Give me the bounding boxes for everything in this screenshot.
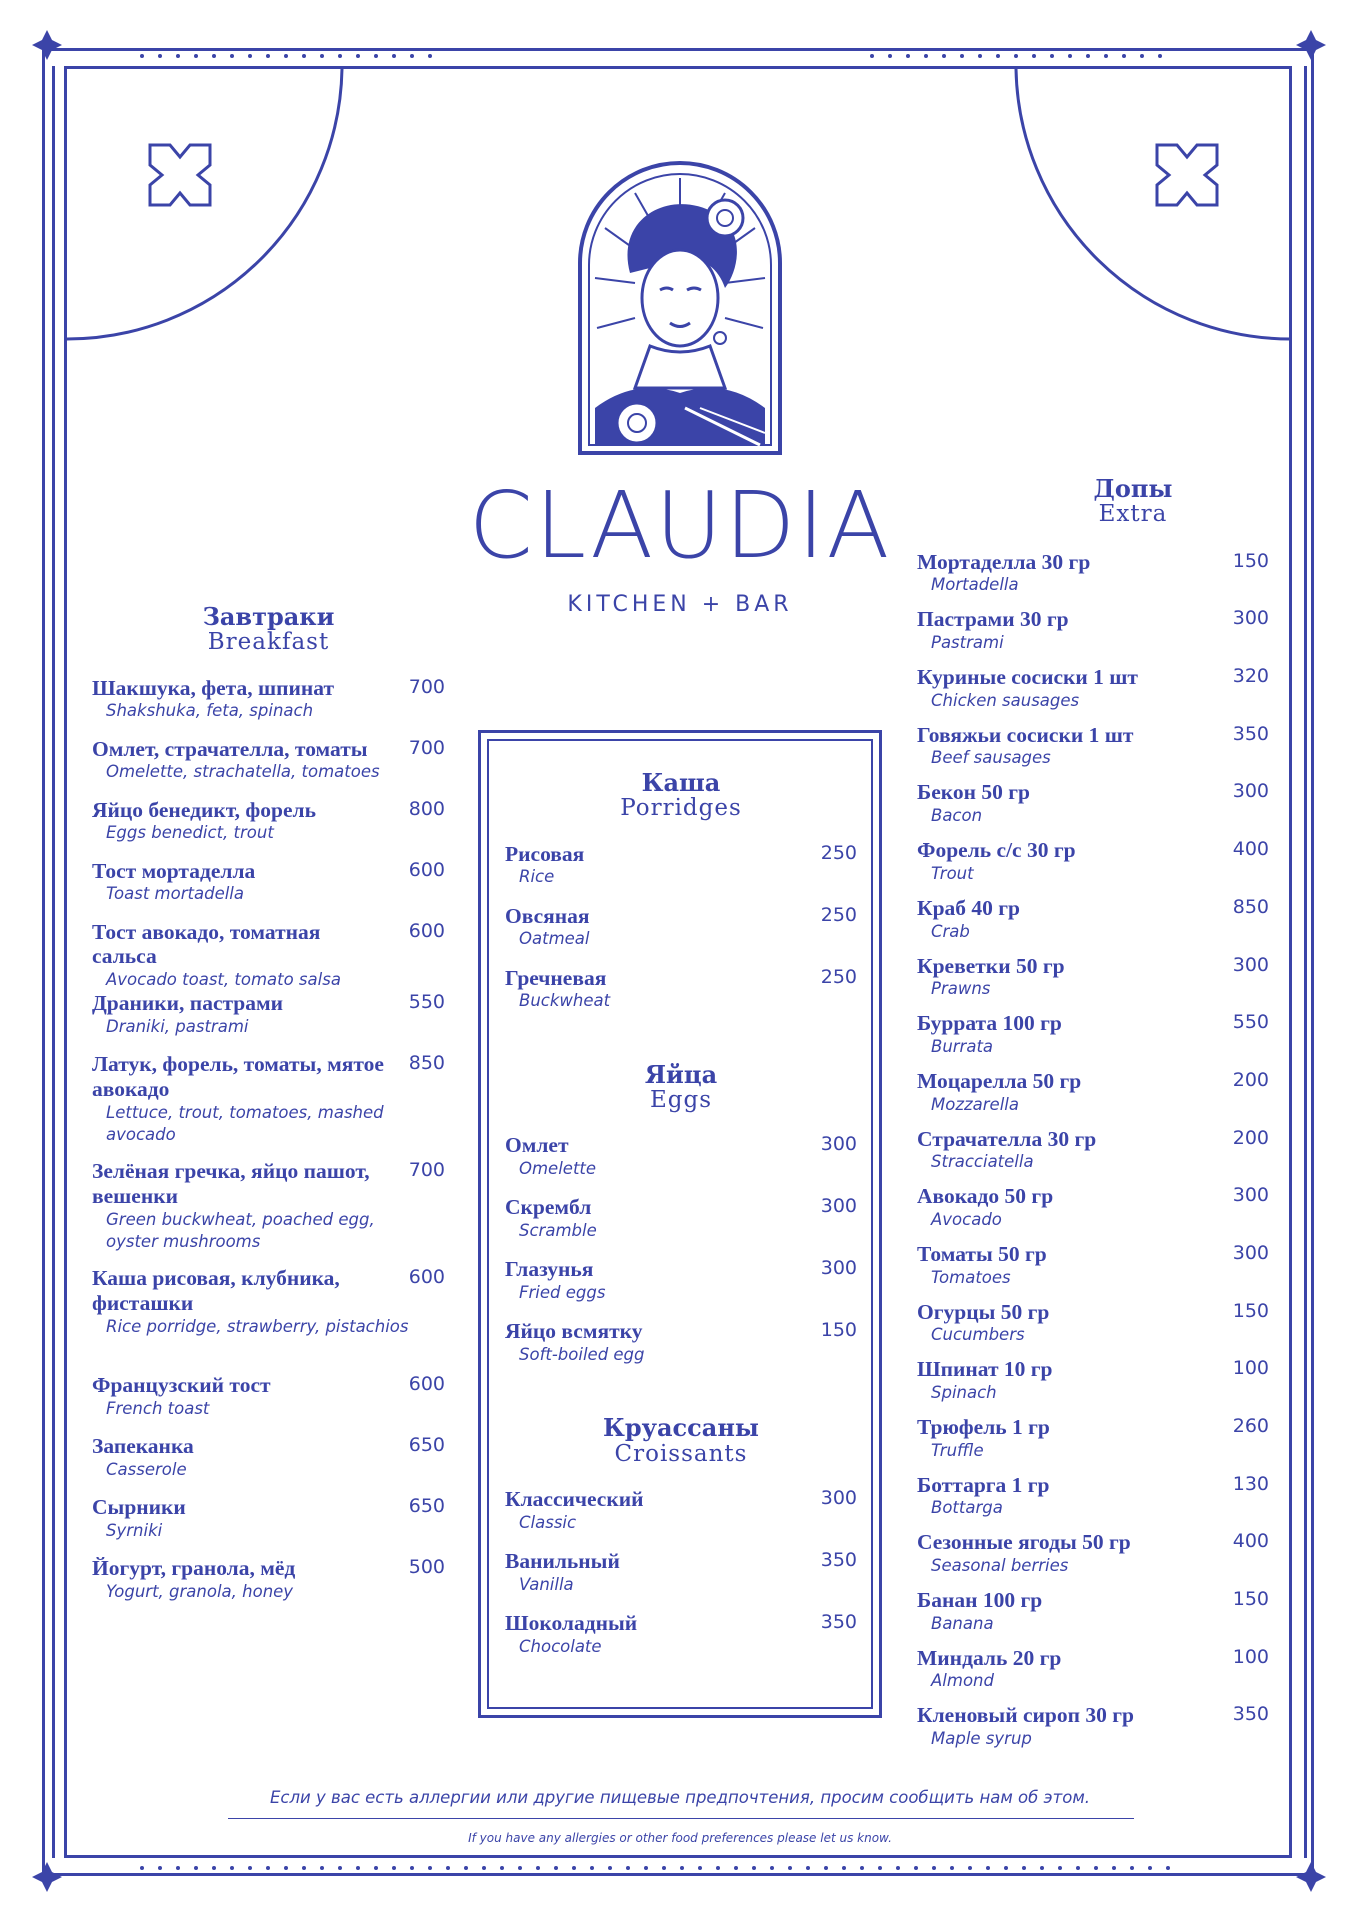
item-name: Пастрами 30 гр [917, 607, 1069, 632]
item-translation: Truffle [931, 1440, 984, 1460]
section-heading [917, 476, 1269, 528]
footer-divider [228, 1818, 1134, 1819]
item-translation: Scramble [519, 1221, 597, 1241]
menu-item [92, 1556, 445, 1617]
menu-item [917, 1069, 1269, 1127]
item-price: 100 [1232, 1357, 1269, 1380]
item-price: 300 [1232, 1184, 1269, 1207]
item-price: 250 [820, 841, 857, 864]
item-price: 500 [408, 1556, 445, 1579]
item-price: 850 [408, 1052, 445, 1075]
menu-item [92, 920, 445, 992]
item-price: 800 [408, 797, 445, 820]
item-name: Французский тост [92, 1373, 271, 1398]
corner-ornament-icon [32, 1862, 62, 1892]
item-name: Боттарга 1 гр [917, 1472, 1050, 1497]
item-name: Гречневая [505, 965, 607, 990]
item-translation: Oatmeal [519, 929, 590, 949]
item-translation: French toast [106, 1399, 210, 1419]
item-translation: Eggs benedict, trout [106, 823, 274, 843]
corner-ornament-icon [1296, 30, 1326, 60]
menu-item [917, 1473, 1269, 1531]
menu-item [917, 780, 1269, 838]
item-translation: Lettuce, trout, tomatoes, mashed avocado [106, 1102, 384, 1145]
section-title-en: Breakfast [207, 629, 330, 656]
menu-item [917, 954, 1269, 1012]
section-heading [92, 604, 445, 656]
menu-item [92, 1266, 445, 1373]
extra-section [917, 476, 1269, 1761]
item-price: 350 [820, 1549, 857, 1572]
item-price: 300 [820, 1133, 857, 1156]
item-name: Банан 100 гр [917, 1588, 1043, 1613]
section-title-ru: Завтраки [202, 602, 335, 631]
section-title-en: Croissants [614, 1440, 748, 1467]
menu-item [505, 1319, 857, 1381]
menu-item [917, 1357, 1269, 1415]
menu-item [92, 737, 445, 798]
item-translation: Seasonal berries [931, 1556, 1069, 1576]
item-name: Куриные сосиски 1 шт [917, 665, 1138, 690]
dotted-divider [140, 54, 432, 60]
item-translation: Beef sausages [931, 748, 1051, 768]
menu-item [917, 723, 1269, 781]
menu-item [92, 859, 445, 920]
menu-item [917, 1703, 1269, 1761]
item-translation: Mozzarella [931, 1094, 1019, 1114]
item-name: Тост мортаделла [92, 858, 256, 883]
menu-item [917, 1127, 1269, 1185]
item-translation: Avocado [931, 1209, 1002, 1229]
item-price: 700 [408, 736, 445, 759]
item-translation: Casserole [106, 1460, 187, 1480]
item-name: Глазунья [505, 1257, 594, 1282]
item-name: Креветки 50 гр [917, 953, 1065, 978]
menu-item [92, 1159, 445, 1266]
section-title-en: Porridges [620, 795, 742, 822]
item-translation: Tomatoes [931, 1267, 1011, 1287]
menu-item [505, 1549, 857, 1611]
item-name: Яйцо бенедикт, форель [92, 797, 316, 822]
item-price: 130 [1232, 1472, 1269, 1495]
item-translation: Classic [519, 1512, 577, 1532]
menu-item [92, 676, 445, 737]
item-price: 350 [1232, 1703, 1269, 1726]
item-name: Шоколадный [505, 1611, 638, 1636]
item-price: 650 [408, 1434, 445, 1457]
item-translation: Chicken sausages [931, 690, 1080, 710]
item-name: Мортаделла 30 гр [917, 549, 1091, 574]
item-name: Рисовая [505, 841, 585, 866]
corner-ornament-icon [1296, 1862, 1326, 1892]
item-name: Моцарелла 50 гр [917, 1068, 1082, 1093]
section-title-ru: Круассаны [603, 1413, 759, 1443]
frame-side-line [52, 66, 55, 1858]
item-name: Буррата 100 гр [917, 1011, 1062, 1036]
item-translation: Avocado toast, tomato salsa [106, 970, 341, 990]
item-name: Огурцы 50 гр [917, 1299, 1050, 1324]
item-translation: Shakshuka, feta, spinach [106, 701, 314, 721]
item-name: Страчателла 30 гр [917, 1126, 1097, 1151]
frame-side-line [1304, 66, 1307, 1858]
item-name: Сырники [92, 1495, 186, 1520]
menu-item [917, 1242, 1269, 1300]
item-name: Зелёная гречка, яйцо пашот, вешенки [92, 1159, 370, 1209]
menu-item [917, 1300, 1269, 1358]
breakfast-section [92, 604, 445, 1617]
item-name: Краб 40 гр [917, 895, 1021, 920]
section-title-ru: Допы [1093, 474, 1173, 503]
item-translation: Buckwheat [519, 991, 611, 1011]
item-name: Бекон 50 гр [917, 780, 1030, 805]
menu-item [917, 1011, 1269, 1069]
item-price: 600 [408, 1373, 445, 1396]
section-title-ru: Яйца [644, 1059, 718, 1089]
item-price: 300 [1232, 953, 1269, 976]
item-translation: Prawns [931, 979, 991, 999]
item-price: 300 [820, 1195, 857, 1218]
item-translation: Crab [931, 921, 970, 941]
dotted-divider [140, 1866, 1170, 1872]
menu-item [505, 1611, 857, 1673]
item-translation: Cucumbers [931, 1325, 1025, 1345]
item-price: 150 [1232, 1299, 1269, 1322]
allergy-note-ru: Если у вас есть аллергии или другие пищевые предпочтения, просим сообщить нам об этом. [269, 1788, 1091, 1807]
item-name: Шпинат 10 гр [917, 1357, 1053, 1382]
item-price: 600 [408, 1266, 445, 1289]
item-translation: Stracciatella [931, 1152, 1034, 1172]
item-price: 250 [820, 903, 857, 926]
item-translation: Fried eggs [519, 1283, 606, 1303]
menu-item [917, 665, 1269, 723]
item-translation: Spinach [931, 1383, 997, 1403]
item-translation: Almond [931, 1671, 994, 1691]
item-translation: Soft-boiled egg [519, 1345, 645, 1365]
item-price: 200 [1232, 1068, 1269, 1091]
menu-item [505, 1257, 857, 1319]
item-price: 550 [408, 991, 445, 1014]
item-name: Драники, пастрами [92, 991, 284, 1016]
corner-ornament-icon [32, 30, 62, 60]
item-name: Каша рисовая, клубника, фисташки [92, 1266, 340, 1316]
item-translation: Syrniki [106, 1521, 163, 1541]
item-translation: Draniki, pastrami [106, 1017, 249, 1037]
item-name: Яйцо всмятку [505, 1319, 643, 1344]
menu-item [92, 798, 445, 859]
item-name: Скрембл [505, 1195, 592, 1220]
dotted-divider [870, 54, 1162, 60]
menu-item [92, 1495, 445, 1556]
item-name: Запеканка [92, 1434, 194, 1459]
section-heading [505, 770, 857, 822]
brand-tagline: KITCHEN + BAR [567, 592, 793, 617]
section-title-ru: Каша [641, 768, 721, 797]
cross-ornament-icon [145, 140, 215, 210]
item-name: Омлет [505, 1133, 569, 1158]
item-name: Шакшука, фета, шпинат [92, 675, 335, 700]
section-heading [505, 1415, 857, 1467]
item-price: 350 [820, 1611, 857, 1634]
item-translation: Omelette, strachatella, tomatoes [106, 762, 380, 782]
menu-item [505, 842, 857, 904]
section-title-en: Eggs [649, 1087, 713, 1114]
item-price: 550 [1232, 1011, 1269, 1034]
item-translation: Maple syrup [931, 1729, 1032, 1749]
allergy-note-en: If you have any allergies or other food preferences please let us know. [468, 1831, 892, 1845]
item-translation: Rice [519, 867, 555, 887]
middle-sections [505, 770, 857, 1673]
menu-item [917, 1588, 1269, 1646]
item-price: 300 [820, 1487, 857, 1510]
item-name: Классический [505, 1487, 644, 1512]
item-name: Тост авокадо, томатная сальса [92, 919, 321, 969]
item-name: Йогурт, гранола, мёд [92, 1556, 296, 1581]
item-price: 250 [820, 965, 857, 988]
item-translation: Omelette [519, 1159, 597, 1179]
item-price: 300 [1232, 1241, 1269, 1264]
item-price: 400 [1232, 838, 1269, 861]
menu-item [92, 991, 445, 1052]
item-price: 100 [1232, 1645, 1269, 1668]
menu-item [917, 838, 1269, 896]
item-price: 320 [1232, 665, 1269, 688]
item-price: 150 [1232, 1588, 1269, 1611]
menu-item [917, 1530, 1269, 1588]
item-name: Латук, форель, томаты, мятое авокадо [92, 1052, 384, 1102]
corner-arc [1011, 69, 1291, 344]
item-price: 300 [1232, 780, 1269, 803]
item-price: 600 [408, 919, 445, 942]
section-heading [505, 1059, 857, 1114]
item-translation: Bottarga [931, 1498, 1003, 1518]
item-name: Трюфель 1 гр [917, 1415, 1050, 1439]
item-translation: Mortadella [931, 575, 1019, 595]
item-price: 350 [1232, 722, 1269, 745]
menu-item [505, 966, 857, 1028]
menu-item [917, 1646, 1269, 1704]
menu-item [92, 1052, 445, 1159]
menu-item [505, 1487, 857, 1549]
menu-item [917, 1184, 1269, 1242]
item-price: 650 [408, 1495, 445, 1518]
item-name: Ванильный [505, 1549, 620, 1574]
item-price: 700 [408, 675, 445, 698]
item-translation: Banana [931, 1613, 994, 1633]
item-translation: Trout [931, 863, 974, 883]
menu-item [505, 1195, 857, 1257]
item-price: 400 [1232, 1530, 1269, 1553]
menu-item [917, 550, 1269, 608]
item-price: 600 [408, 858, 445, 881]
item-name: Томаты 50 гр [917, 1241, 1047, 1266]
cross-ornament-icon [1152, 140, 1222, 210]
item-translation: Bacon [931, 806, 983, 826]
item-translation: Vanilla [519, 1574, 574, 1594]
item-price: 300 [820, 1257, 857, 1280]
section-title-en: Extra [1098, 501, 1168, 528]
item-price: 700 [408, 1159, 445, 1182]
item-translation: Green buckwheat, poached egg, oyster mushrooms [106, 1209, 375, 1252]
item-translation: Rice porridge, strawberry, pistachios [106, 1316, 409, 1336]
item-price: 150 [820, 1319, 857, 1342]
menu-item [917, 1415, 1269, 1473]
item-price: 150 [1232, 549, 1269, 572]
item-price: 260 [1232, 1415, 1269, 1437]
item-translation: Burrata [931, 1036, 994, 1056]
brand-name: CLAUDIA [468, 472, 892, 579]
claudia-portrait-logo-icon [575, 158, 785, 458]
item-translation: Pastrami [931, 633, 1004, 653]
item-price: 850 [1232, 895, 1269, 918]
item-name: Овсяная [505, 903, 590, 928]
item-translation: Toast mortadella [106, 884, 244, 904]
menu-item [917, 607, 1269, 665]
item-translation: Yogurt, granola, honey [106, 1582, 294, 1602]
item-price: 300 [1232, 607, 1269, 630]
item-name: Кленовый сироп 30 гр [917, 1703, 1134, 1728]
item-name: Авокадо 50 гр [917, 1184, 1054, 1209]
item-name: Говяжьи сосиски 1 шт [917, 722, 1134, 747]
item-name: Форель с/с 30 гр [917, 838, 1076, 863]
item-price: 200 [1232, 1126, 1269, 1149]
menu-item [92, 1373, 445, 1434]
menu-item [917, 896, 1269, 954]
item-translation: Chocolate [519, 1636, 602, 1656]
item-name: Миндаль 20 гр [917, 1645, 1062, 1670]
item-name: Омлет, страчателла, томаты [92, 736, 368, 761]
menu-item [92, 1434, 445, 1495]
menu-item [505, 1133, 857, 1195]
menu-item [505, 904, 857, 966]
item-name: Сезонные ягоды 50 гр [917, 1530, 1131, 1555]
